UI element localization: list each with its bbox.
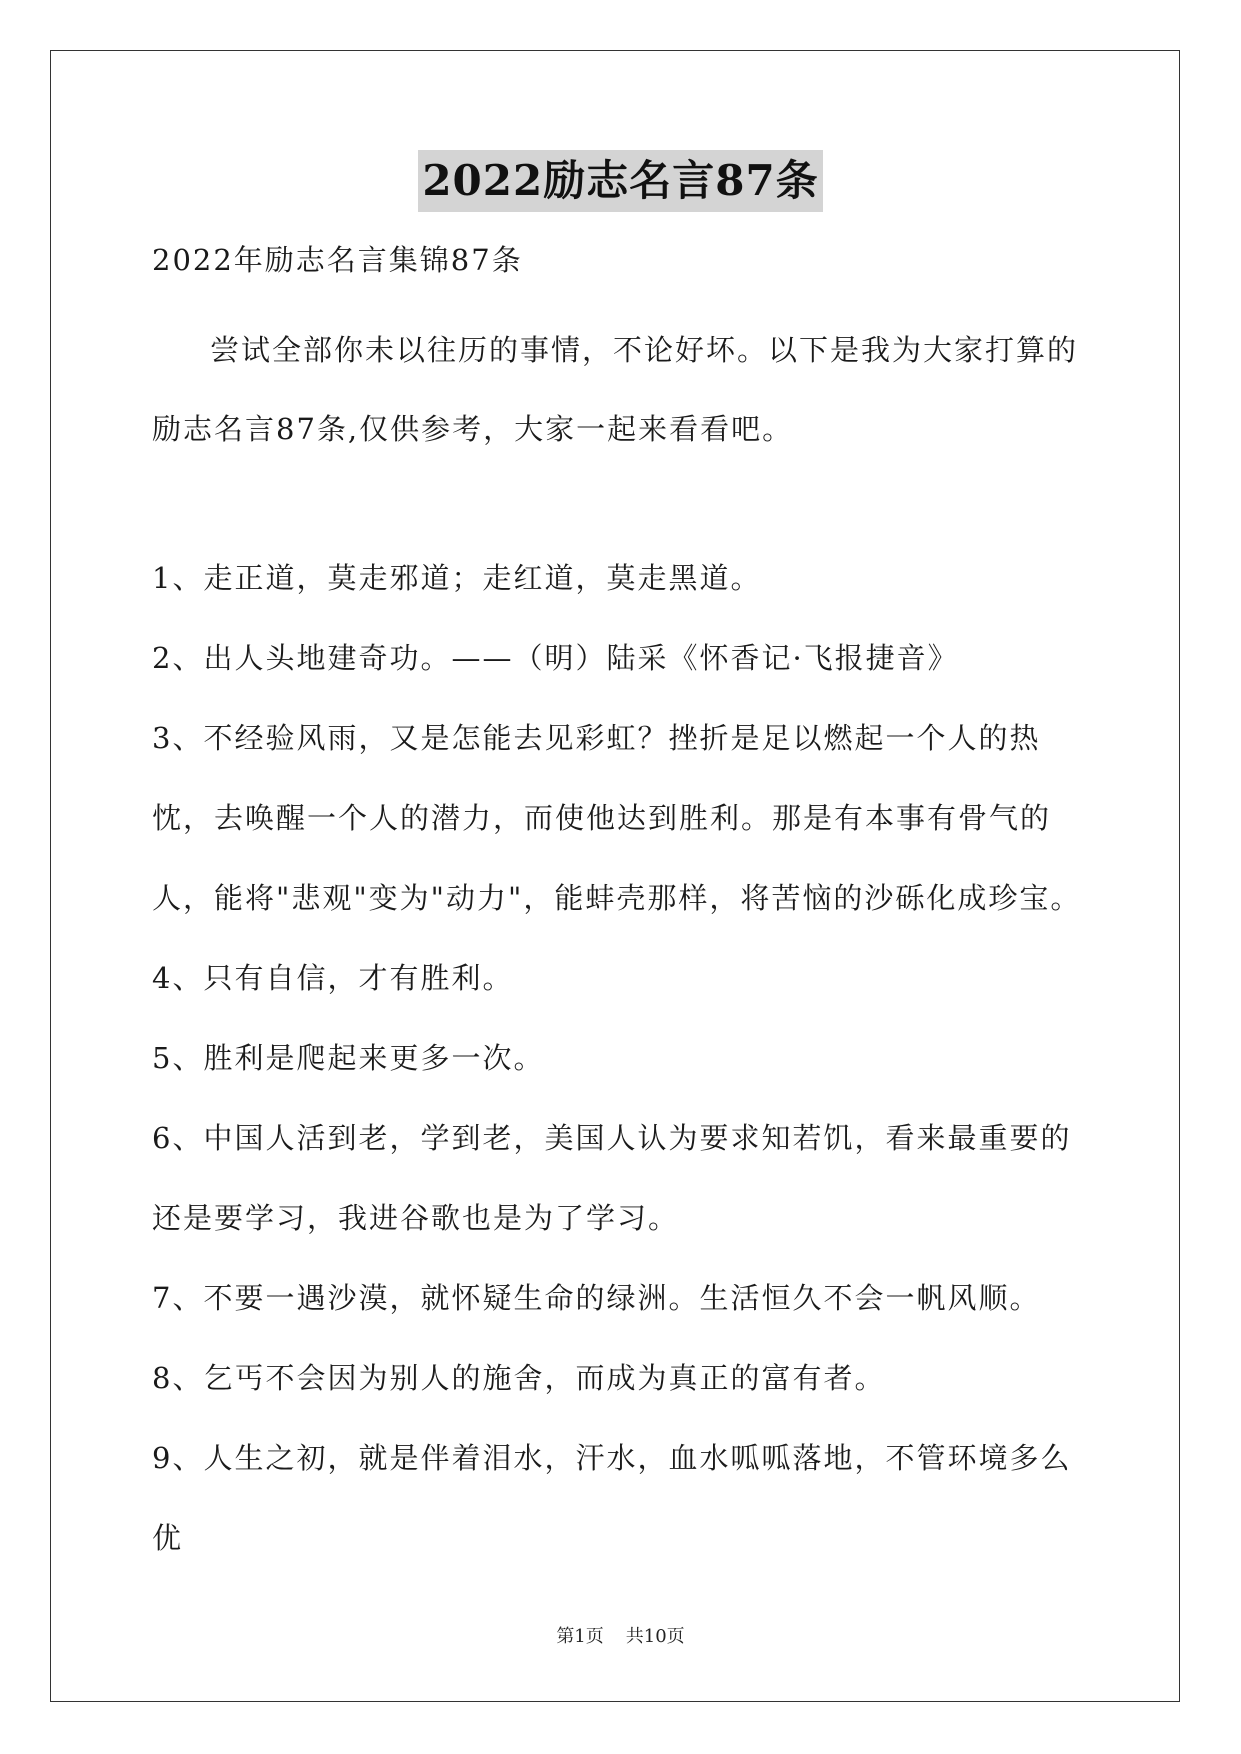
- quote-item: 3、不经验风雨，又是怎能去见彩虹？挫折是足以燃起一个人的热忱，去唤醒一个人的潜力，而使他达到胜利。那是有本事有骨气的人，能将"悲观"变为"动力"，能蚌壳那样，将苦恼的沙砾化成珍宝。: [152, 721, 1082, 915]
- quote-item: 7、不要一遇沙漠，就怀疑生命的绿洲。生活恒久不会一帆风顺。: [152, 1281, 1041, 1315]
- title-container: [0, 150, 1241, 212]
- page-footer: [0, 1622, 1241, 1648]
- page-total: 共10页: [625, 1626, 685, 1647]
- document-subtitle: 2022年励志名言集锦87条: [152, 243, 523, 277]
- document-title: 2022励志名言87条: [418, 150, 822, 212]
- quote-item: 2、出人头地建奇功。——（明）陆采《怀香记·飞报捷音》: [152, 641, 959, 675]
- quote-item: 8、乞丐不会因为别人的施舍，而成为真正的富有者。: [152, 1361, 886, 1395]
- quote-item: 1、走正道，莫走邪道；走红道，莫走黑道。: [152, 561, 762, 595]
- quote-item: 4、只有自信，才有胜利。: [152, 961, 514, 995]
- quote-item: 5、胜利是爬起来更多一次。: [152, 1041, 545, 1075]
- quote-item: 6、中国人活到老，学到老，美国人认为要求知若饥，看来最重要的还是要学习，我进谷歌也是为了学习。: [152, 1121, 1072, 1235]
- document-body: [152, 235, 1082, 1578]
- page-number: 第1页: [556, 1626, 604, 1647]
- intro-paragraph: 尝试全部你未以往历的事情，不论好坏。以下是我为大家打算的励志名言87条,仅供参考，大家一起来看看吧。: [152, 333, 1079, 446]
- quote-list: [152, 538, 1082, 1578]
- quote-item: 9、人生之初，就是伴着泪水，汗水，血水呱呱落地，不管环境多么优: [152, 1441, 1072, 1555]
